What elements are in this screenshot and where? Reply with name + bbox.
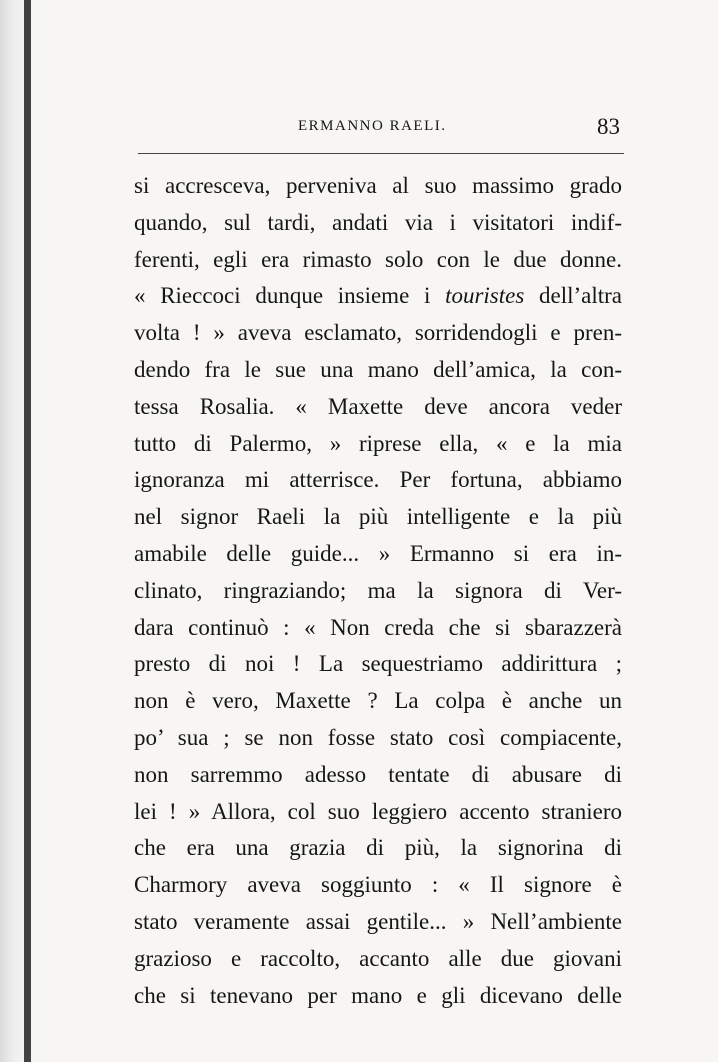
text-line: che era una grazia di più, la signorina di <box>134 835 622 861</box>
text-line: che si tenevano per mano e gli dicevano delle <box>134 982 622 1008</box>
text-line: nel signor Raeli la più intelligente e la più <box>134 504 622 530</box>
italic-word: touristes <box>445 283 525 309</box>
text-line: volta ! » aveva esclamato, sorridendogli e pren- <box>134 320 622 346</box>
binding-shadow <box>0 0 40 1062</box>
text-line: po’ sua ; se non fosse stato così compiacente, <box>134 724 622 750</box>
book-page <box>134 112 622 1008</box>
text-line: tutto di Palermo, » riprese ella, « e la mia <box>134 430 622 456</box>
text-line: lei ! » Allora, col suo leggiero accento straniero <box>134 798 622 824</box>
text-line: ignoranza mi atterrisce. Per fortuna, abbiamo <box>134 467 622 493</box>
text-line: ferenti, egli era rimasto solo con le due donne. <box>134 246 622 272</box>
text-line: presto di noi ! La sequestriamo addirittura ; <box>134 651 622 677</box>
text-line: Charmory aveva soggiunto : « Il signore è <box>134 872 622 898</box>
text-line: non sarremmo adesso tentate di abusare di <box>134 761 622 787</box>
page-header <box>134 112 622 142</box>
text-line: « Rieccoci dunque insieme i touristes dell’altra <box>134 283 622 309</box>
text-line: dendo fra le sue una mano dell’amica, la con- <box>134 356 622 382</box>
text-line: amabile delle guide... » Ermanno si era in- <box>134 540 622 566</box>
text-line: clinato, ringraziando; ma la signora di Ver- <box>134 577 622 603</box>
body-text <box>134 168 622 1014</box>
text-line: si accresceva, perveniva al suo massimo grado <box>134 173 622 198</box>
text-line: quando, sul tardi, andati via i visitatori indif- <box>134 209 622 235</box>
text-line: dara continuò : « Non creda che si sbarazzerà <box>134 614 622 640</box>
binding-edge <box>24 0 31 1062</box>
text-line: tessa Rosalia. « Maxette deve ancora veder <box>134 393 622 419</box>
text-line: non è vero, Maxette ? La colpa è anche un <box>134 688 622 714</box>
header-rule <box>138 153 624 154</box>
running-title: ERMANNO RAELI. <box>298 118 447 134</box>
text-line: grazioso e raccolto, accanto alle due giovani <box>134 945 622 971</box>
text-line: stato veramente assai gentile... » Nell’ambiente <box>134 908 622 934</box>
page-number: 83 <box>597 114 620 139</box>
